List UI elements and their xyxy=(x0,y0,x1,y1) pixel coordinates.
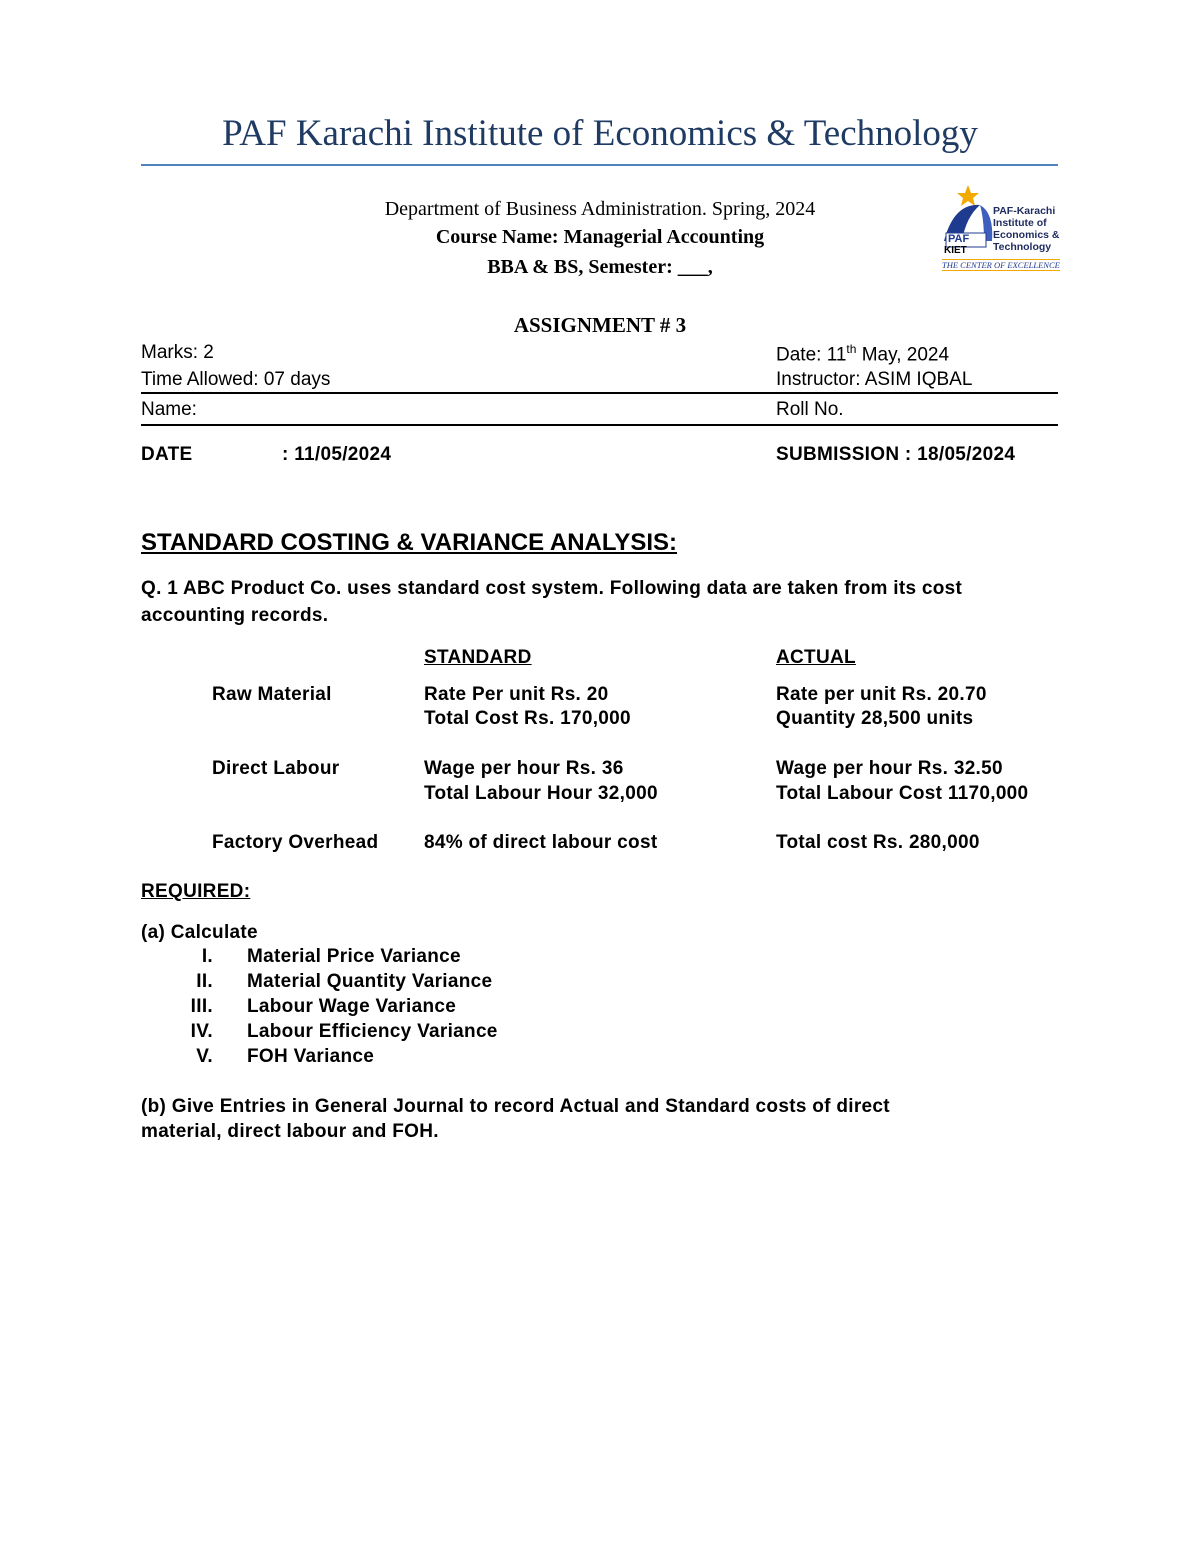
row-label: Direct Labour xyxy=(212,758,340,779)
list-number: III. xyxy=(190,996,213,1017)
part-b-line-2: material, direct labour and FOH. xyxy=(141,1121,439,1142)
part-b-line-1: (b) Give Entries in General Journal to record Actual and Standard costs of direct xyxy=(141,1096,890,1117)
course-label: Course Name: xyxy=(435,226,564,248)
star-icon xyxy=(957,185,979,206)
actual-value: Quantity 28,500 units xyxy=(776,708,974,729)
divider-line xyxy=(141,392,1058,394)
standard-value: Wage per hour Rs. 36 xyxy=(424,758,624,779)
list-number: II. xyxy=(196,971,213,992)
assignment-title: ASSIGNMENT # 3 xyxy=(513,313,687,337)
date-label: DATE xyxy=(141,444,193,465)
list-number: IV. xyxy=(190,1021,213,1042)
actual-value: Total cost Rs. 280,000 xyxy=(776,832,980,853)
time-allowed: Time Allowed: 07 days xyxy=(141,369,331,390)
logo-tagline: THE CENTER OF EXCELLENCE xyxy=(942,260,1060,270)
kiet-logo xyxy=(940,183,1070,273)
actual-value: Total Labour Cost 1170,000 xyxy=(776,783,1029,804)
divider-line xyxy=(141,424,1058,426)
list-item: FOH Variance xyxy=(247,1046,375,1067)
standard-value: Total Cost Rs. 170,000 xyxy=(424,708,631,729)
row-label: Raw Material xyxy=(212,684,332,705)
required-label: REQUIRED: xyxy=(141,881,251,902)
section-title: STANDARD COSTING & VARIANCE ANALYSIS: xyxy=(141,529,678,556)
program-line: BBA & BS, Semester: ___, xyxy=(487,256,713,278)
list-item: Material Quantity Variance xyxy=(247,971,493,992)
col-header-standard: STANDARD xyxy=(424,647,532,668)
part-a-label: (a) Calculate xyxy=(141,922,258,943)
question-line-2: accounting records. xyxy=(141,605,329,626)
marks: Marks: 2 xyxy=(141,342,214,363)
row-label: Factory Overhead xyxy=(212,832,379,853)
col-header-actual: ACTUAL xyxy=(776,647,856,668)
list-item: Labour Efficiency Variance xyxy=(247,1021,498,1042)
date-value: : 11/05/2024 xyxy=(282,444,392,465)
assignment-date: Date: 11th May, 2024 xyxy=(776,342,950,366)
roll-label: Roll No. xyxy=(776,399,844,420)
logo-text: PAF-Karachi Institute of Economics & Technology xyxy=(993,205,1060,253)
list-item: Labour Wage Variance xyxy=(247,996,457,1017)
name-label: Name: xyxy=(141,399,197,420)
actual-value: Rate per unit Rs. 20.70 xyxy=(776,684,987,705)
logo-badge-bottom: KIET xyxy=(944,245,967,256)
list-item: Material Price Variance xyxy=(247,946,461,967)
title-divider xyxy=(141,164,1058,166)
logo-badge-top: PAF xyxy=(948,233,970,245)
list-number: V. xyxy=(196,1046,213,1067)
list-number: I. xyxy=(201,946,213,967)
question-line-1: Q. 1 ABC Product Co. uses standard cost system. Following data are taken from its cost xyxy=(141,578,963,599)
course-name: Managerial Accounting xyxy=(563,226,765,248)
submission-date: SUBMISSION : 18/05/2024 xyxy=(776,444,1016,465)
instructor: Instructor: ASIM IQBAL xyxy=(776,369,973,390)
standard-value: 84% of direct labour cost xyxy=(424,832,658,853)
department-line: Department of Business Administration. Spring, 2024 xyxy=(384,198,816,220)
actual-value: Wage per hour Rs. 32.50 xyxy=(776,758,1003,779)
standard-value: Rate Per unit Rs. 20 xyxy=(424,684,609,705)
institute-title: PAF Karachi Institute of Economics & Technology xyxy=(222,113,978,154)
standard-value: Total Labour Hour 32,000 xyxy=(424,783,658,804)
